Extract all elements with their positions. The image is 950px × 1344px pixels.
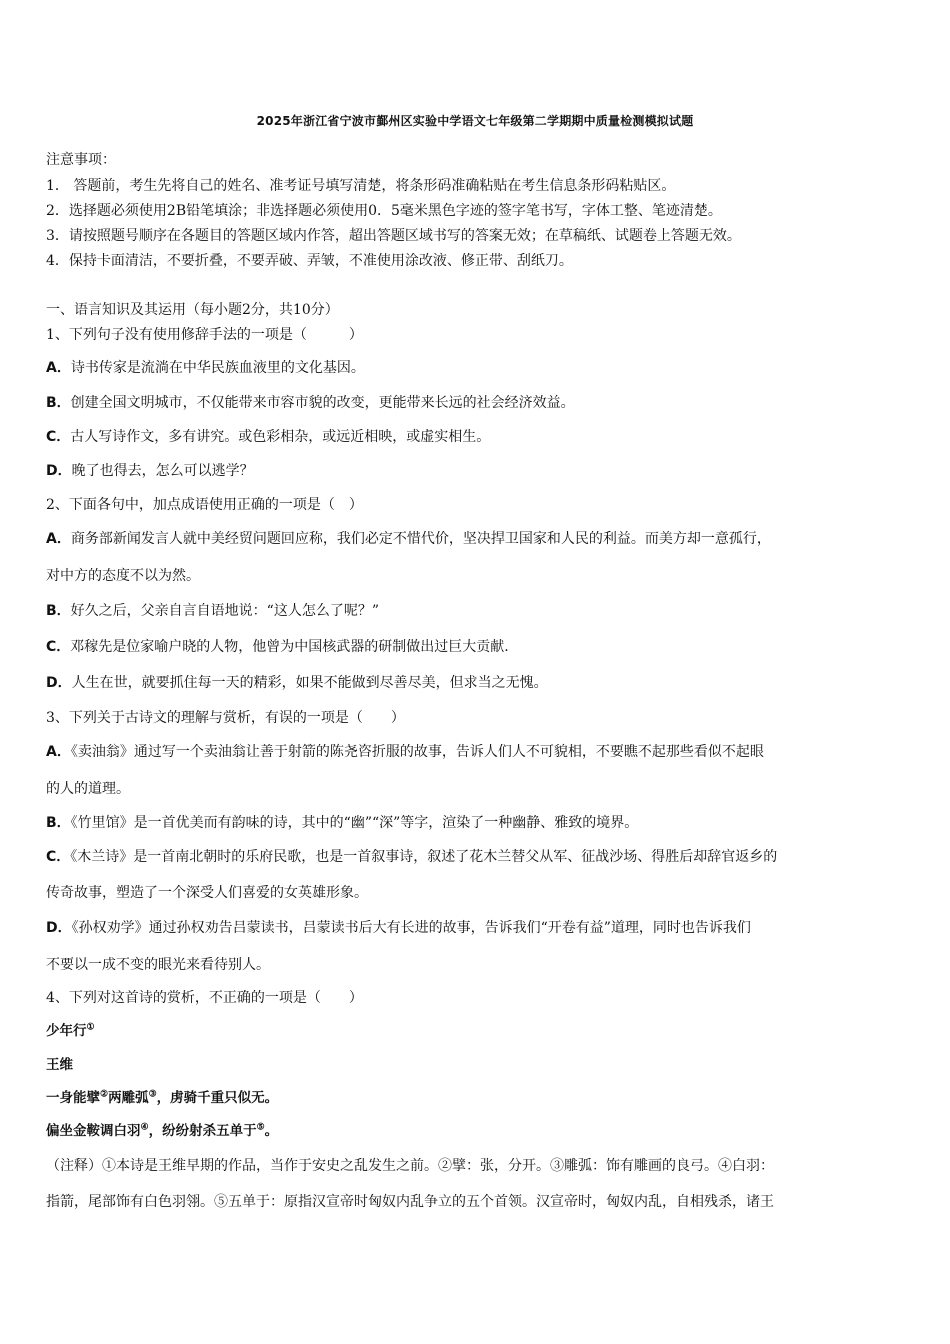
option-letter: B． [46,603,71,619]
question-3-stem: 3、下列关于古诗文的理解与赏析，有误的一项是（ ） [46,710,405,726]
option-letter: D． [46,675,72,691]
footnote-marker: ④ [140,1122,149,1133]
notice-item-4: 4．保持卡面清洁，不要折叠，不要弄破、弄皱，不准使用涂改液、修正带、刮纸刀。 [46,253,573,269]
option-text: 人生在世，就要抓住每一天的精彩，如果不能做到尽善尽美，但求当之无愧。 [71,675,548,691]
poem-line-1 [46,1088,906,1108]
footnote-marker: ② [100,1089,109,1100]
notice-heading: 注意事项： [46,152,116,168]
option-letter: A． [46,744,71,760]
question-3-option-a-cont: 的人的道理。 [46,781,130,797]
poem-text: 两雕弧 [108,1090,149,1106]
notice-item-3: 3．请按照题号顺序在各题目的答题区域内作答，超出答题区域书写的答案无效；在草稿纸、试题卷上答题无效。 [46,228,741,244]
question-1-option-c [46,427,906,447]
option-letter: C． [46,849,71,865]
option-letter: B． [46,395,71,411]
option-text: 商务部新闻发言人就中美经贸问题回应称，我们必定不惜代价，坚决捍卫国家和人民的利益。而美方却一意孤行， [70,531,771,547]
question-3-option-d-cont: 不要以一成不变的眼光来看待别人。 [46,957,270,973]
poem-title-text: 少年行 [46,1023,87,1039]
option-text: 好久之后，父亲自言自语地说：“这人怎么了呢？” [70,603,379,619]
question-2-option-d [46,673,906,693]
option-text: 《竹里馆》是一首优美而有韵味的诗，其中的“幽”“深”等字，渲染了一种幽静、雅致的境界。 [70,815,639,831]
question-1-option-b [46,393,906,413]
poem-title [46,1021,906,1041]
question-3-option-d [46,918,906,938]
question-2-option-b [46,601,906,621]
question-2-option-a [46,529,906,549]
option-text: 《孙权劝学》通过孙权劝告吕蒙读书，吕蒙读书后大有长进的故事，告诉我们“开卷有益”道理，同时也告诉我们 [71,920,751,936]
section-heading: 一、语言知识及其运用（每小题2分，共10分） [46,302,339,318]
question-4-stem: 4、下列对这首诗的赏析，不正确的一项是（ ） [46,990,363,1006]
question-2-option-a-cont: 对中方的态度不以为然。 [46,568,200,584]
question-3-option-c-cont: 传奇故事，塑造了一个深受人们喜爱的女英雄形象。 [46,885,368,901]
option-letter: A． [46,360,71,376]
option-text: 《卖油翁》通过写一个卖油翁让善于射箭的陈尧咨折服的故事，告诉人们人不可貌相，不要瞧不起那些看似不起眼 [70,744,764,760]
poem-line-2 [46,1121,906,1141]
poem-notes-line-1: （注释）①本诗是王维早期的作品，当作于安史之乱发生之前。②擘：张，分开。③雕弧：饰有雕画的良弓。④白羽： [46,1158,774,1174]
poem-text: ，虏骑千重只似无。 [156,1090,279,1106]
question-3-option-b [46,813,906,833]
question-2-stem: 2、下面各句中，加点成语使用正确的一项是（ ） [46,497,363,513]
option-letter: B． [46,815,71,831]
notice-item-1: 1． 答题前，考生先将自己的姓名、准考证号填写清楚，将条形码准确粘贴在考生信息条形码粘贴区。 [46,178,676,194]
poem-text: 偏坐金鞍调白羽 [46,1123,141,1139]
option-text: 《木兰诗》是一首南北朝时的乐府民歌，也是一首叙事诗，叙述了花木兰替父从军、征战沙场、得胜后却辞官返乡的 [70,849,778,865]
footnote-marker: ③ [148,1089,157,1100]
poem-notes-line-2: 指箭，尾部饰有白色羽翎。⑤五单于：原指汉宣帝时匈奴内乱争立的五个首领。汉宣帝时，匈奴内乱，自相残杀，诸王 [46,1194,774,1210]
question-2-option-c [46,637,906,657]
footnote-marker: ① [86,1022,95,1033]
option-text: 诗书传家是流淌在中华民族血液里的文化基因。 [70,360,365,376]
exam-title: 2025年浙江省宁波市鄞州区实验中学语文七年级第二学期期中质量检测模拟试题 [256,114,694,128]
question-3-option-a [46,742,906,762]
option-letter: D． [46,463,72,479]
option-letter: A． [46,531,71,547]
question-3-option-c [46,847,906,867]
option-text: 晚了也得去，怎么可以逃学？ [71,463,254,479]
poem-text: 一身能擘 [46,1090,100,1106]
option-letter: C． [46,639,71,655]
option-text: 邓稼先是位家喻户晓的人物，他曾为中国核武器的研制做出过巨大贡献. [70,639,509,655]
option-letter: C． [46,429,71,445]
question-1-stem: 1、下列句子没有使用修辞手法的一项是（ ） [46,327,363,343]
poem-text: 。 [264,1123,279,1139]
question-1-option-a [46,358,906,378]
notice-item-2: 2．选择题必须使用2B铅笔填涂；非选择题必须使用0．5毫米黑色字迹的签字笔书写，字体工整、笔迹清楚。 [46,203,722,219]
option-text: 创建全国文明城市，不仅能带来市容市貌的改变，更能带来长远的社会经济效益。 [70,395,575,411]
poem-author: 王维 [46,1057,73,1073]
poem-text: ，纷纷射杀五单于 [148,1123,257,1139]
footnote-marker: ⑤ [256,1122,265,1133]
option-text: 古人写诗作文，多有讲究。或色彩相杂，或远近相映，或虚实相生。 [70,429,491,445]
option-letter: D． [46,920,72,936]
question-1-option-d [46,461,906,481]
